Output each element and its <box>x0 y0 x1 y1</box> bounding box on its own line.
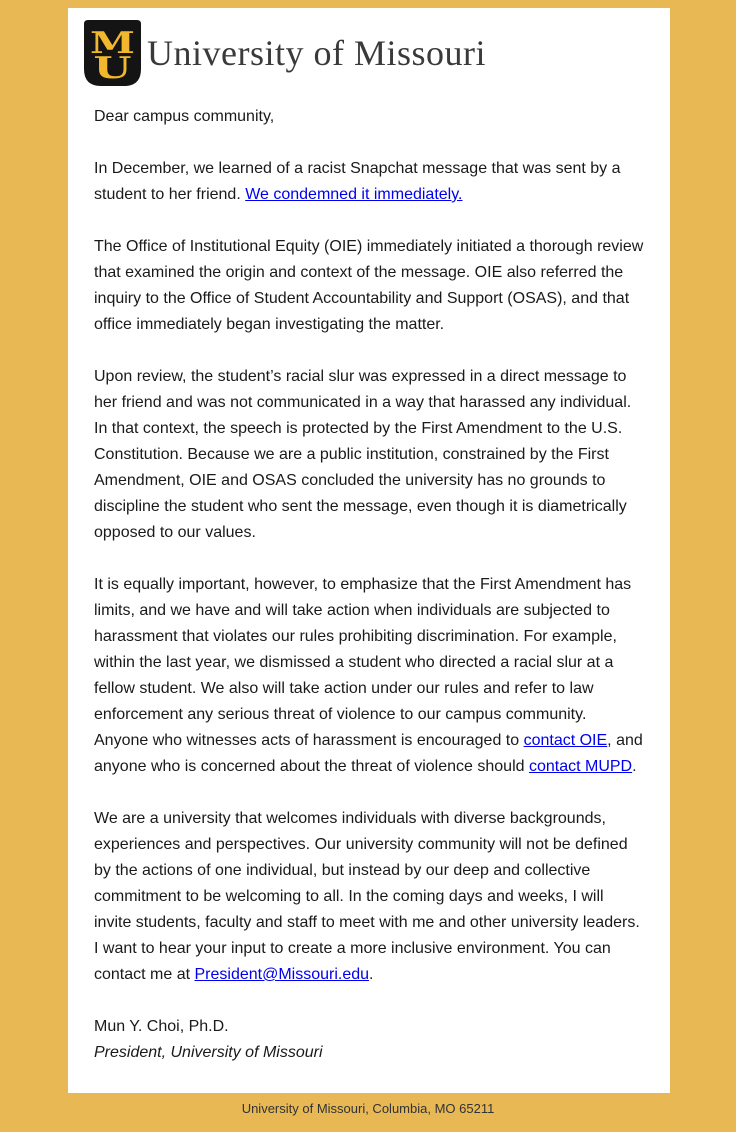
signature-name: Mun Y. Choi, Ph.D. <box>94 1018 229 1035</box>
paragraph-text: Upon review, the student’s racial slur was expressed in a direct message to her friend and was not communicated in a way that harassed any individual. In that context, the speech is protected by the First Amendment to the U.S. Constitution. Because we are a public institution, constrained by the First Amendment, OIE and OSAS concluded the university has no grounds to discipline the student who sent the message, even though it is diametrically opposed to our values. <box>94 368 632 541</box>
mu-logo-letter-u: U <box>93 51 132 86</box>
paragraph <box>94 234 644 338</box>
inline-link[interactable]: contact OIE <box>523 732 608 749</box>
paragraph-text: . <box>369 966 374 983</box>
paragraph-text: . <box>632 758 637 775</box>
paragraph <box>94 364 644 546</box>
paragraph-text: It is equally important, however, to emphasize that the First Amendment has limits, and we have and will take action when individuals are subjected to harassment that violates our rules prohibiting discrimination. For example, within the last year, we dismissed a student who directed a racial slur at a fellow student. We also will take action under our rules and refer to law enforcement any serious threat of violence to our campus community. Anyone who witnesses acts of harassment is encouraged to <box>94 576 632 749</box>
footer-address: University of Missouri, Columbia, MO 65211 <box>241 1101 495 1116</box>
signature-title: President, University of Missouri <box>94 1044 323 1061</box>
email-card <box>68 8 670 1093</box>
inline-link[interactable]: We condemned it immediately. <box>245 186 463 203</box>
paragraph-text: We are a university that welcomes individuals with diverse backgrounds, experiences and perspectives. Our university community will not be defined by the actions of one individual, but instead by our deep and collective commitment to be welcoming to all. In the coming days and weeks, I will invite students, faculty and staff to meet with me and other university leaders. I want to hear your input to create a more inclusive environment. You can contact me at <box>94 810 640 983</box>
paragraph-text: , and anyone who is concerned about the threat of violence should <box>94 732 643 775</box>
paragraph <box>94 572 644 780</box>
signature-block <box>94 1014 644 1066</box>
inline-link[interactable]: contact MUPD <box>528 758 633 775</box>
mu-logo-icon <box>84 20 141 86</box>
university-wordmark: University of Missouri <box>147 33 486 73</box>
paragraph <box>94 156 644 208</box>
inline-link[interactable]: President@Missouri.edu <box>194 966 370 983</box>
paragraph-text: The Office of Institutional Equity (OIE) immediately initiated a thorough review that examined the origin and context of the message. OIE also referred the inquiry to the Office of Student Accountability and Support (OSAS), and that office immediately began investigating the matter. <box>94 238 644 333</box>
header <box>84 20 670 86</box>
paragraph-text: In December, we learned of a racist Snapchat message that was sent by a student to her friend. <box>94 160 621 203</box>
paragraph <box>94 104 644 130</box>
mu-logo-letter-m: M <box>90 26 135 61</box>
letter-body <box>94 104 644 988</box>
paragraph <box>94 806 644 988</box>
paragraph-text: Dear campus community, <box>94 108 275 125</box>
